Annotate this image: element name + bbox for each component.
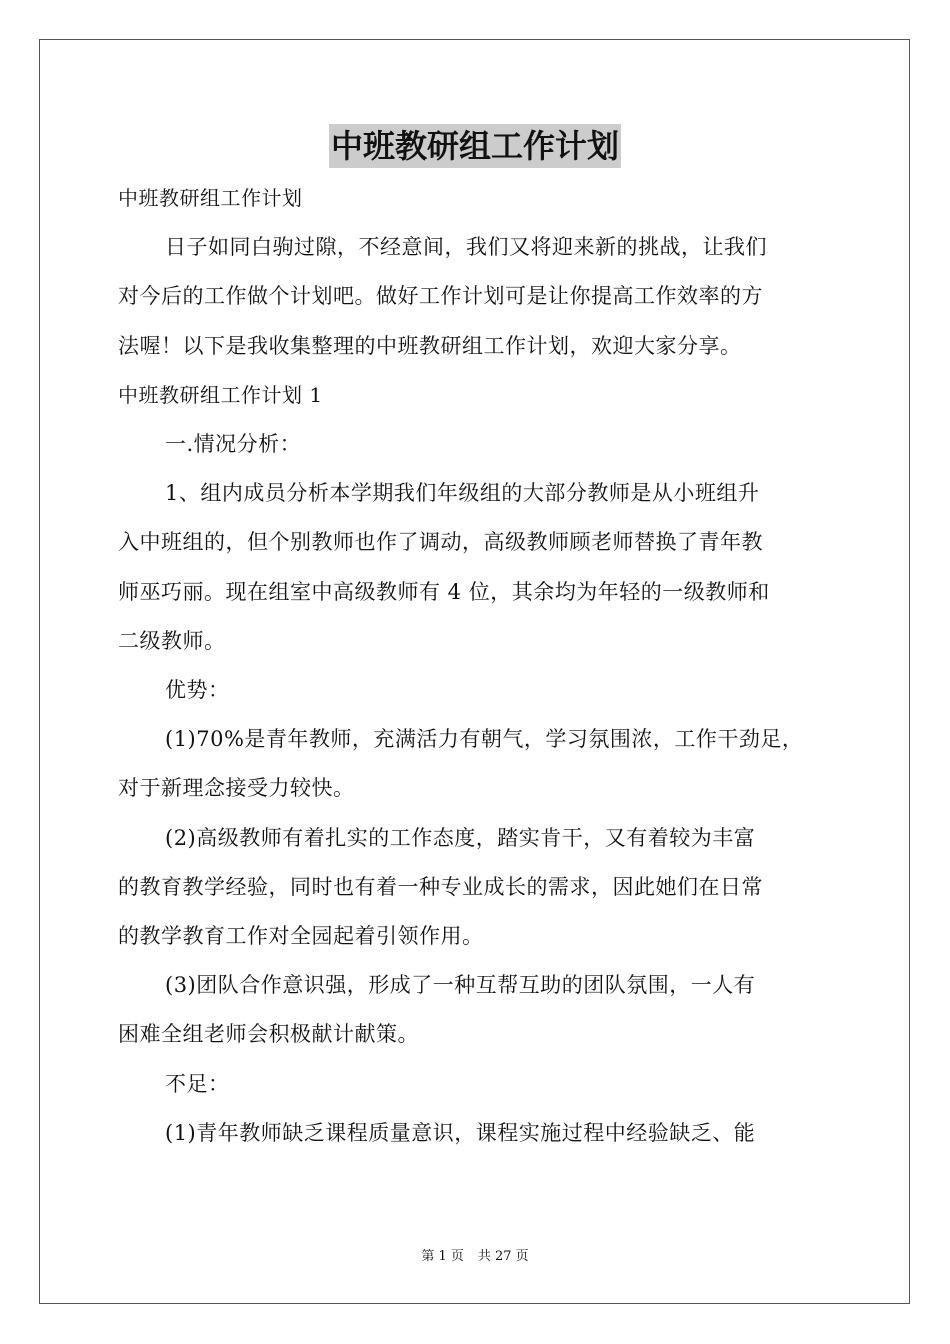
body-line: 的教育教学经验，同时也有着一种专业成长的需求，因此她们在日常: [118, 874, 763, 899]
page-total: 共 27 页: [477, 1249, 529, 1264]
body-line: 困难全组老师会积极献计献策。: [118, 1022, 419, 1047]
body-line: 对于新理念接受力较快。: [118, 776, 355, 801]
document-title: 中班教研组工作计划: [329, 124, 621, 168]
title-container: [0, 124, 950, 168]
body-line: 对今后的工作做个计划吧。做好工作计划可是让你提高工作效率的方: [118, 284, 763, 309]
body-line: 师巫巧丽。现在组室中高级教师有 4 位，其余均为年轻的一级教师和: [118, 579, 770, 604]
body-line: (2)高级教师有着扎实的工作态度，踏实肯干，又有着较为丰富: [165, 825, 756, 850]
body-line: (1)70%是青年教师，充满活力有朝气，学习氛围浓，工作干劲足，: [165, 727, 804, 752]
body-line: 法喔！以下是我收集整理的中班教研组工作计划，欢迎大家分享。: [118, 333, 742, 358]
section-heading: 中班教研组工作计划 1: [118, 382, 323, 407]
body-line: (3)团队合作意识强，形成了一种互帮互助的团队氛围，一人有: [165, 973, 756, 998]
body-line: 入中班组的，但个别教师也作了调动，高级教师顾老师替换了青年教: [118, 530, 763, 555]
section-heading: 中班教研组工作计划: [118, 186, 303, 210]
body-line: 一.情况分析：: [165, 432, 302, 457]
page-number: 第 1 页: [421, 1249, 464, 1264]
body-line: 日子如同白驹过隙，不经意间，我们又将迎来新的挑战，让我们: [165, 235, 767, 260]
page-footer: [0, 1248, 950, 1266]
body-line: 的教学教育工作对全园起着引领作用。: [118, 924, 484, 949]
body-line: 不足：: [165, 1071, 230, 1096]
body-line: 优势：: [165, 678, 230, 703]
document-body: [118, 174, 838, 1158]
body-line: 1、组内成员分析本学期我们年级组的大部分教师是从小班组升: [165, 481, 760, 506]
body-line: 二级教师。: [118, 628, 226, 653]
body-line: (1)青年教师缺乏课程质量意识，课程实施过程中经验缺乏、能: [165, 1120, 756, 1145]
